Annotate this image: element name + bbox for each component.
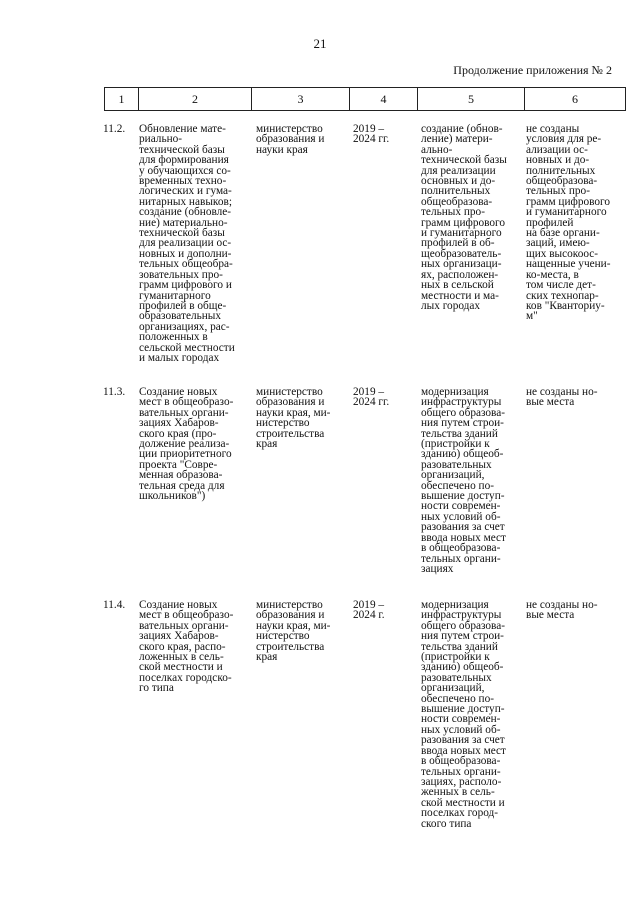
header-col-6: 6 (525, 88, 626, 111)
implementation-term: 2019 – 2024 г. (353, 599, 385, 622)
measure-name: Обновление мате- риально- технической базы для формирования у обучающихся со- временных техно- логических и гума- нитарных навыков; создание (обновле- ние) материально- технической базы для реализации ос- новных и дополни- тельных общеобра- зовательных про- грамм цифрового и гуманитарного профилей в обще- образовательных организациях, рас- положенных в сельской местности и малых городах (139, 123, 235, 364)
non-implementation-consequence: не созданы но- вые места (526, 599, 598, 622)
executor: министерство образования и науки края (256, 123, 325, 156)
header-col-4: 4 (350, 88, 418, 111)
measure-name: Создание новых мест в общеобразо- вательных органи- зациях Хабаров- ского края, распо- ложенных в сель- ской местности и поселках городско- го типа (139, 599, 234, 695)
page-number: 21 (313, 36, 327, 51)
measure-name: Создание новых мест в общеобразо- вательных органи- зациях Хабаров- ского края (про- должение реализа- ции приоритетного проекта "Совре- менная образова- тельная среда для школьников") (139, 386, 234, 503)
expected-result: создание (обнов- ление) матери- ально- технической базы для реализации основных и до- полнительных общеобразова- тельных про- грамм цифрового и гуманитарного профилей в об- щеобразователь- ных организаци- ях, расположен- ных в сельской местности и ма- лых городах (421, 123, 507, 312)
item-number: 11.3. (103, 386, 126, 398)
executor: министерство образования и науки края, ми- нистерство строительства края (256, 599, 331, 664)
item-number: 11.4. (103, 599, 126, 611)
implementation-term: 2019 – 2024 гг. (353, 123, 390, 146)
appendix-continuation-note: Продолжение приложения № 2 (453, 63, 612, 77)
expected-result: модернизация инфраструктуры общего образова- ния путем строи- тельства зданий (пристройки к зданию) общеоб- разовательных организаций, обеспечено по- вышение доступ- ности современ- ных условий об- разования за счет ввода новых мест в общеобразова- тельных органи- зациях (421, 386, 506, 575)
non-implementation-consequence: не созданы но- вые места (526, 386, 598, 409)
header-col-2: 2 (139, 88, 252, 111)
item-number: 11.2. (103, 123, 126, 135)
non-implementation-consequence: не созданы условия для ре- ализации ос- новных и до- полнительных общеобразова- тельных про- грамм цифрового и гуманитарного профилей на базе органи- заций, имею- щих высокоос- нащенные учени- ко-места, в том числе дет- ских технопар- ков "Кванториу- м" (526, 123, 611, 323)
header-col-3: 3 (252, 88, 350, 111)
header-col-1: 1 (105, 88, 139, 111)
implementation-term: 2019 – 2024 гг. (353, 386, 390, 409)
expected-result: модернизация инфраструктуры общего образова- ния путем строи- тельства зданий (пристройки к зданию) общеоб- разовательных организаций, обеспечено по- вышение доступ- ности современ- ных условий об- разования за счет ввода новых мест в общеобразова- тельных органи- зациях, располо- женных в сель- ской местности и поселках город- ского типа (421, 599, 506, 830)
executor: министерство образования и науки края, ми- нистерство строительства края (256, 386, 331, 451)
header-row (105, 88, 626, 111)
header-col-5: 5 (418, 88, 525, 111)
column-number-header (104, 87, 626, 111)
